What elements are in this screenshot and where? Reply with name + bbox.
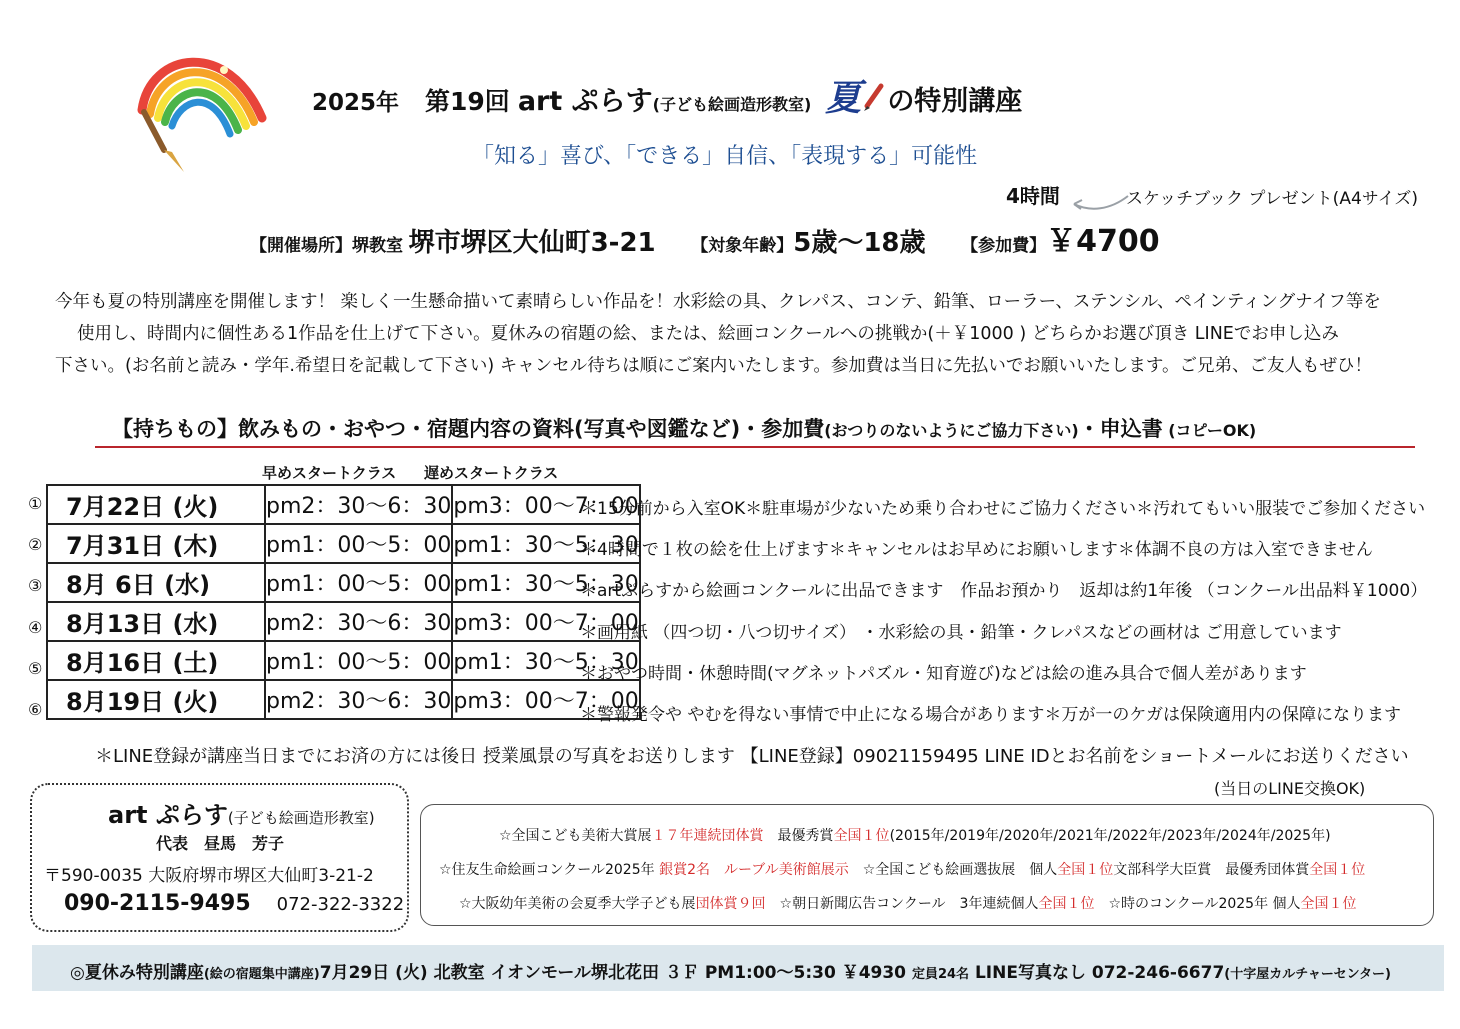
row-number: ⑥ [28,700,43,719]
belongings-main: 【持ちもの】飲みもの・おやつ・宿題内容の資料(写真や図鑑など)・参加費 [112,417,825,441]
late-time-cell: pm3：00～7：00 [452,602,639,641]
table-row [47,485,640,524]
pencil-icon [861,82,887,112]
title-brand-sub: (子ども絵画造形教室) [652,95,812,114]
awards-box [420,804,1434,926]
note-line: ＊15分前から入室OK＊駐車場が少ないため乗り合わせにご協力ください＊汚れてもいい服装でご参加ください [580,499,1426,519]
award-text: ☆朝日新聞広告コンクール 3年連続個人 [765,896,1039,912]
hours-label: 4時間 [1006,184,1060,208]
note-line: ＊artぷらすから絵画コンクールに出品できます 作品お預かり 返却は約1年後 （コンクール出品料￥1000） [580,581,1428,601]
fee-label: 【参加費】 [961,236,1047,256]
contact-phones [64,891,404,916]
award-text: ☆全国こども美術大賞展 [499,828,652,844]
table-row [47,524,640,563]
late-time-cell: pm1：30～5：30 [452,641,639,680]
bottom-banner-text [70,958,1391,983]
award-text: ☆全国こども絵画選抜展 個人 [848,862,1058,878]
sketchbook-note: スケッチブック プレゼント(A4サイズ) [1126,189,1419,209]
row-number: ④ [28,618,43,637]
award-line [499,825,1331,845]
bottom-banner [32,945,1444,991]
late-time-cell: pm3：00～7：00 [452,485,639,524]
table-row [47,641,640,680]
event-info [250,216,1160,260]
belongings-note: (おつりのないようにご協力下さい) [824,421,1079,440]
line-exchange-note: (当日のLINE交換OK) [1214,779,1366,798]
title-brand: art ぷらす [517,86,653,117]
age-label: 【対象年齢】 [691,236,794,256]
title-natsu: 夏 [825,78,862,119]
page-title [312,70,1022,121]
divider [95,446,1415,448]
belongings-copy: (コピーOK) [1162,421,1257,440]
early-time-cell: pm2：30～6：30 [265,485,452,524]
title-year: 2025年 [312,90,400,116]
table-row [47,680,640,719]
belongings-form: ・申込書 [1078,417,1163,441]
belongings-list [112,413,1256,443]
early-class-header: 早めスタートクラス [262,464,397,482]
row-number: ③ [28,576,43,595]
late-time-cell: pm1：30～5：30 [452,563,639,602]
schedule-table [46,484,641,720]
banner-title: ◎夏休み特別講座 [70,963,204,983]
contact-phone: 072-322-3322 [276,894,405,915]
date-cell: 8月19日 (火) [47,680,265,719]
intro-paragraph [55,286,1425,382]
contact-address: 〒590-0035 大阪府堺市堺区大仙町3-21-2 [44,866,374,886]
contact-card [30,783,409,932]
award-highlight: 全国１位 [1300,896,1357,912]
late-time-cell: pm1：30～5：30 [452,524,639,563]
award-text: (2015年/2019年/2020年/2021年/2022年/2023年/2024年/2025年) [889,828,1331,844]
note-line: ＊4時間で１枚の絵を仕上げます＊キャンセルはお早めにお願いします＊体調不良の方は入室できません [580,540,1373,560]
title-rest: の特別講座 [887,86,1023,117]
title-edition: 第19回 [425,87,510,116]
award-highlight: 全国１位 [1309,862,1366,878]
award-text: 文部科学大臣賞 最優秀団体賞 [1113,862,1310,878]
award-text: 最優秀賞 [763,828,834,844]
contact-mobile: 090-2115-9495 [64,891,251,916]
row-number: ⑤ [28,659,43,678]
award-line [439,859,1365,879]
contact-brand-sub: (子ども絵画造形教室) [227,809,375,827]
banner-capacity: 定員24名 [911,967,970,982]
early-time-cell: pm2：30～6：30 [265,680,452,719]
early-time-cell: pm1：00～5：00 [265,524,452,563]
row-number: ① [28,494,43,513]
row-number: ② [28,535,43,554]
award-highlight: 銀賞2名 ルーブル美術館展示 [659,862,849,878]
date-cell: 8月13日 (水) [47,602,265,641]
award-highlight: 全国１位 [833,828,890,844]
intro-line: 下さい。(お名前と読み・学年.希望日を記載して下さい) キャンセル待ちは順にご案内いたします。参加費は当日に先払いでお願いいたします。ご兄弟、ご友人もぜひ！ [55,356,1372,376]
contact-representative: 代表 昼馬 芳子 [156,834,285,853]
date-cell: 7月22日 (火) [47,485,265,524]
fee-value: ￥4700 [1046,224,1160,259]
banner-date-place: 7月29日 (火) 北教室 イオンモール堺北花田 ３Ｆ [319,963,699,983]
banner-center: (十字屋カルチャーセンター) [1224,967,1391,982]
early-time-cell: pm1：00～5：00 [265,641,452,680]
age-value: 5歳～18歳 [793,228,926,258]
banner-phone: LINE写真なし 072-246-6677 [974,963,1225,983]
table-row [47,563,640,602]
date-cell: 8月16日 (土) [47,641,265,680]
award-highlight: 団体賞９回 [695,896,766,912]
note-line: ＊警報発令や やむを得ない事情で中止になる場合があります＊万が一のケガは保険適用内の保障になります [580,705,1402,725]
intro-line: 使用し、時間内に個性ある1作品を仕上げて下さい。夏休みの宿題の絵、または、絵画コンクールへの挑戦か(＋￥1000 ) どちらかお選び頂き LINEでお申し込み [77,324,1339,344]
early-time-cell: pm1：00～5：00 [265,563,452,602]
note-line: ＊おやつ時間・休憩時間(マグネットパズル・知育遊び)などは絵の進み具合で個人差があります [580,664,1307,684]
award-highlight: 全国１位 [1038,896,1095,912]
contact-brand-name: art ぷらす [108,801,228,829]
award-text: ☆住友生命絵画コンクール2025年 [439,862,655,878]
intro-line: 今年も夏の特別講座を開催します！ 楽しく一生懸命描いて素晴らしい作品を！水彩絵の具、クレパス、コンテ、鉛筆、ローラー、ステンシル、ペインティングナイフ等を [55,292,1381,312]
arrow-icon [1070,190,1130,216]
late-time-cell: pm3：00～7：00 [452,680,639,719]
venue-value: 堺市堺区大仙町3-21 [408,228,656,258]
award-highlight: １７年連続団体賞 [651,828,764,844]
award-text: ☆大阪幼年美術の会夏季大学子ども展 [459,896,696,912]
rainbow-brush-icon [128,40,273,180]
early-time-cell: pm2：30～6：30 [265,602,452,641]
venue-label: 【開催場所】堺教室 [250,236,403,256]
line-registration-note: ＊LINE登録が講座当日までにお済の方には後日 授業風景の写真をお送りします 【LINE登録】09021159495 LINE IDとお名前をショートメールにお送りください [95,746,1409,767]
award-highlight: 全国１位 [1057,862,1114,878]
contact-brand [108,795,375,830]
date-cell: 8月 6日 (水) [47,563,265,602]
banner-subtitle: (絵の宿題集中講座) [203,967,320,982]
late-class-header: 遅めスタートクラス [424,464,559,482]
banner-time-fee: PM1:00～5:30 ￥4930 [704,963,907,983]
award-line [459,893,1357,913]
date-cell: 7月31日 (木) [47,524,265,563]
award-text: ☆時のコンクール2025年 個人 [1094,896,1301,912]
table-row [47,602,640,641]
note-line: ＊画用紙 （四つ切・八つ切サイズ） ・水彩絵の具・鉛筆・クレパスなどの画材は ご用意しています [580,623,1342,643]
tagline: 「知る」喜び、「できる」自信、「表現する」可能性 [472,144,978,169]
